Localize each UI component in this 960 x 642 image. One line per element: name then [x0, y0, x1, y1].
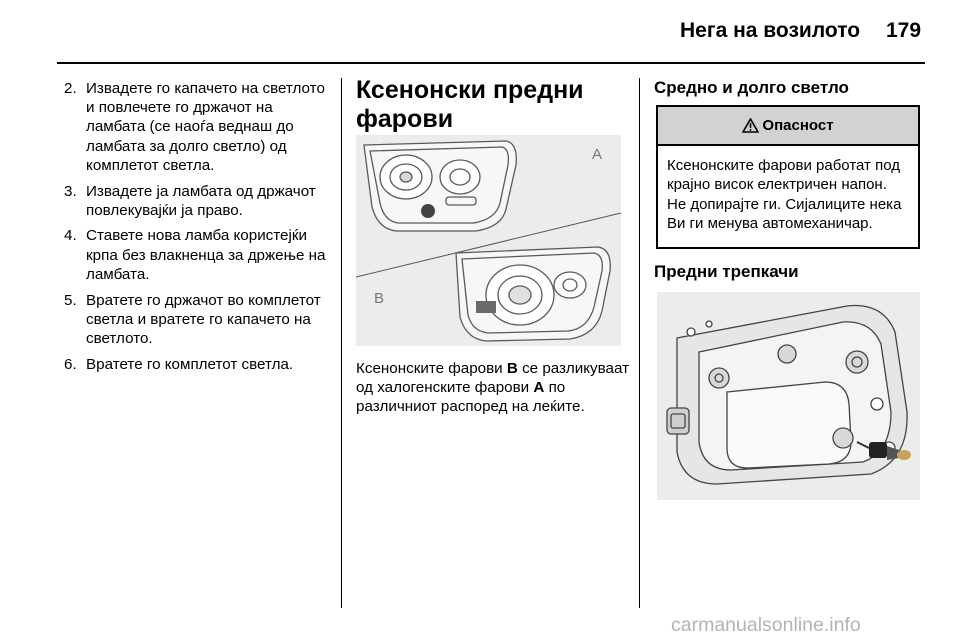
column-divider — [639, 78, 640, 608]
step-text: Ставете нова ламба користејќи крпа без влакненца за држење на ламбата. — [86, 227, 326, 283]
column-divider — [341, 78, 342, 608]
subsection-title-beam: Средно и долго светло — [654, 78, 849, 97]
step-number: 3. — [64, 182, 77, 200]
step-text: Извадете ја ламбата од држачот повлекувајќи ја право. — [86, 182, 316, 219]
figure-label-b: B — [374, 290, 385, 307]
page-number: 179 — [886, 19, 922, 42]
list-item — [64, 291, 334, 349]
step-number: 6. — [64, 355, 77, 373]
list-item — [64, 79, 334, 175]
caption-ref-b: B — [506, 360, 518, 377]
step-number: 4. — [64, 227, 77, 245]
list-item — [64, 226, 334, 284]
steps-list — [64, 79, 334, 374]
warning-label: Опасност — [762, 117, 834, 134]
step-text: Вратете го држачот во комплетот светла и вратете го капачето на светлото. — [86, 291, 321, 347]
caption-text: се разликуваат од халогенските фарови — [356, 360, 630, 397]
section-title-xenon: Ксенонски предни фарови — [356, 76, 584, 133]
figure-caption — [356, 359, 631, 417]
warning-box — [656, 105, 920, 249]
warning-triangle-icon — [742, 118, 759, 133]
warning-text: Ксенонските фарови работат под крајно висок електричен напон. Не допирајте ги. Сијалиците нека Ви ги менува автомеханичар. — [667, 157, 902, 232]
header-title: Нега на возилото — [680, 19, 861, 42]
step-text: Извадете го капачето на светлото и повлечете го држачот на ламбата (се наоѓа веднаш до ламбата за долго светло) од комплетот светла. — [86, 80, 325, 174]
list-item — [64, 182, 334, 220]
step-text: Вратете го комплетот светла. — [86, 355, 294, 373]
watermark: carmanualsonline.info — [671, 614, 861, 636]
caption-ref-a: A — [533, 379, 545, 397]
step-number: 2. — [64, 80, 77, 97]
figure-label-a: A — [592, 146, 603, 163]
list-item — [64, 355, 334, 374]
steps-column — [64, 79, 334, 380]
header-rule — [57, 62, 925, 64]
subsection-title-turn-signals: Предни трепкачи — [654, 262, 799, 281]
halogen-headlight-drawing — [364, 141, 516, 231]
step-number: 5. — [64, 291, 77, 309]
headlights-figure — [356, 135, 621, 346]
turn-signal-figure — [657, 292, 920, 500]
warning-header — [658, 107, 918, 146]
caption-text: Ксенонските фарови — [356, 360, 507, 377]
xenon-headlight-drawing — [456, 247, 610, 341]
caption-text: по различниот распоред на леќите. — [356, 379, 585, 416]
